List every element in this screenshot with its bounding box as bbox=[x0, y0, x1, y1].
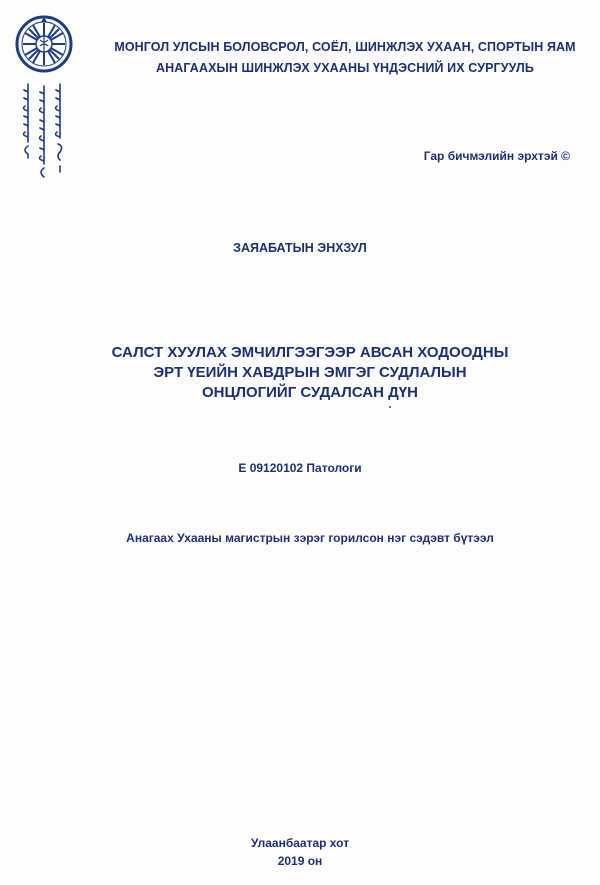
thesis-title-line-1: САЛСТ ХУУЛАХ ЭМЧИЛГЭЭГЭЭР АВСАН ХОДООДНЫ bbox=[111, 344, 509, 361]
ministry-name: МОНГОЛ УЛСЫН БОЛОВСРОЛ, СОЁЛ, ШИНЖЛЭХ УХААН, СПОРТЫН ЯАМ bbox=[114, 40, 576, 54]
degree-statement: Анагаах Ухааны магистрын зэрэг горилсон нэг сэдэвт бүтээл bbox=[126, 531, 494, 545]
year-text: 2019 он bbox=[277, 854, 323, 868]
copyright-notice: Гар бичмэлийн эрхтэй © bbox=[423, 149, 570, 163]
university-name: АНАГААХЫН ШИНЖЛЭХ УХААНЫ ҮНДЭСНИЙ ИХ СУРГУУЛЬ bbox=[156, 61, 534, 75]
university-emblem-icon bbox=[14, 14, 74, 74]
city-name: Улаанбаатар хот bbox=[250, 836, 350, 850]
specialty-code: Е 09120102 Патологи bbox=[238, 461, 362, 475]
scan-speck bbox=[389, 406, 391, 408]
thesis-title-line-3: ОНЦЛОГИЙГ СУДАЛСАН ДҮН bbox=[202, 384, 418, 401]
mongolian-script-name bbox=[20, 82, 80, 182]
author-name: ЗАЯАБАТЫН ЭНХЗУЛ bbox=[233, 241, 367, 255]
thesis-title-line-2: ЭРТ ҮЕИЙН ХАВДРЫН ЭМГЭГ СУДЛАЛЫН bbox=[153, 364, 467, 381]
place-and-year bbox=[0, 834, 600, 870]
thesis-title bbox=[60, 343, 560, 403]
